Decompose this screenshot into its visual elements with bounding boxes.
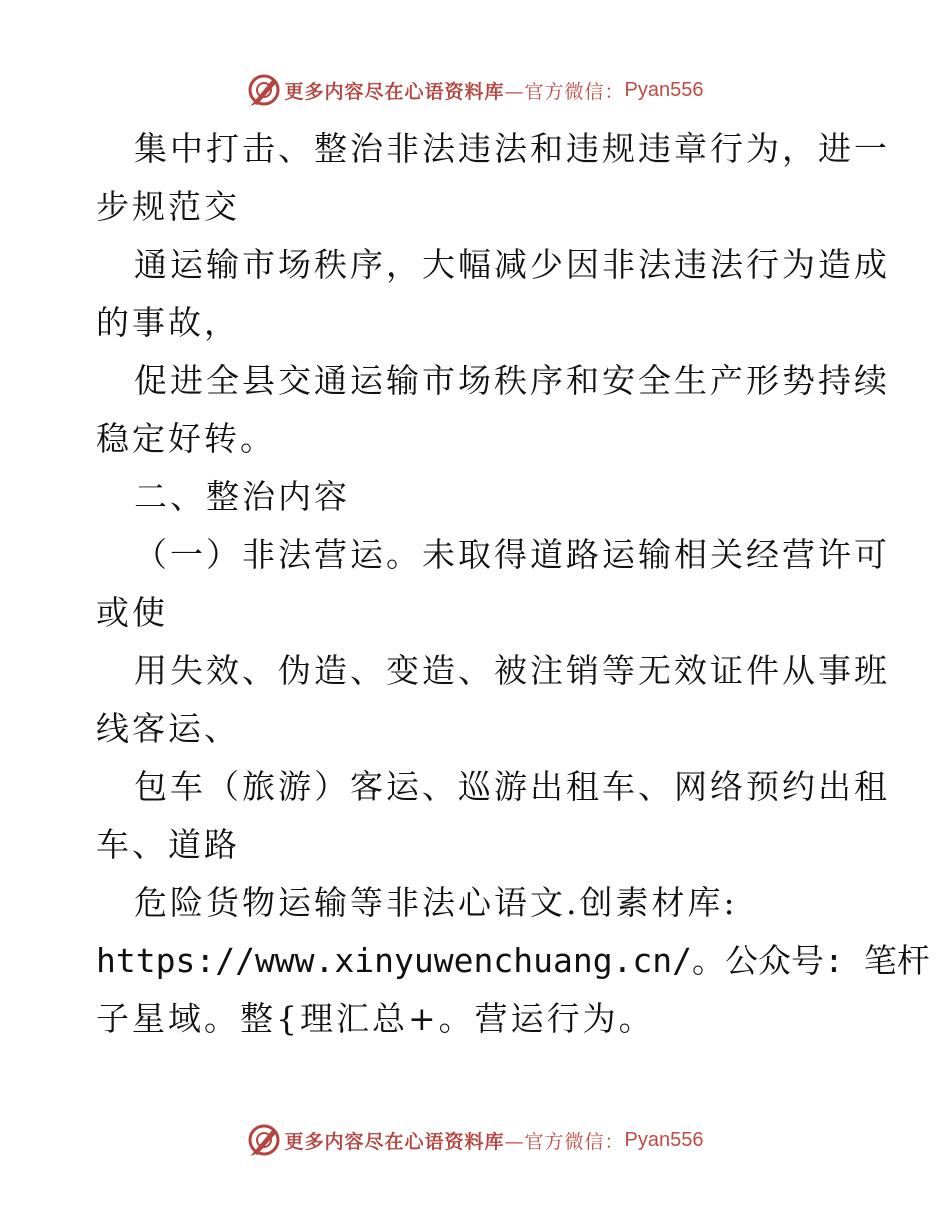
body-line: 通运输市场秩序，大幅减少因非法违法行为造成 [134,245,890,284]
body-line: 危险货物运输等非法心语文.创素材库: [134,883,738,922]
header-contact-label: —官方微信： [504,80,625,103]
footer-banner [0,1120,950,1160]
header-slogan: 更多内容尽在心语资料库 [284,80,505,103]
footer-wechat-handle: Pyan556 [624,1128,704,1151]
body-line: 集中打击、整治非法违法和违规违章行为，进一 [134,129,890,168]
body-line: 或使 [96,593,168,632]
body-line: 稳定好转。 [96,419,276,458]
section-heading: 二、整治内容 [134,477,350,516]
body-line: 促进全县交通运输市场秩序和安全生产形势持续 [134,361,890,400]
pen-logo-icon [247,73,281,107]
body-line-url: https://www.xinyuwenchuang.cn/。公众号: 笔杆 [96,941,930,980]
footer-slogan: 更多内容尽在心语资料库 [284,1130,505,1153]
header-wechat-handle: Pyan556 [624,78,704,101]
body-line: 包车（旅游）客运、巡游出租车、网络预约出租 [134,767,890,806]
body-line: 的事故， [96,303,240,342]
body-line: 车、道路 [96,825,240,864]
body-line: 线客运、 [96,709,240,748]
body-line: 步规范交 [96,187,240,226]
body-line: 子星域。整{理汇总+。营运行为。 [96,999,655,1038]
header-banner [0,70,950,110]
pen-logo-icon [247,1123,281,1157]
document-body [96,120,930,1048]
body-line: 用失效、伪造、变造、被注销等无效证件从事班 [134,651,890,690]
footer-contact-label: —官方微信： [504,1130,625,1153]
body-line: （一）非法营运。未取得道路运输相关经营许可 [134,535,890,574]
